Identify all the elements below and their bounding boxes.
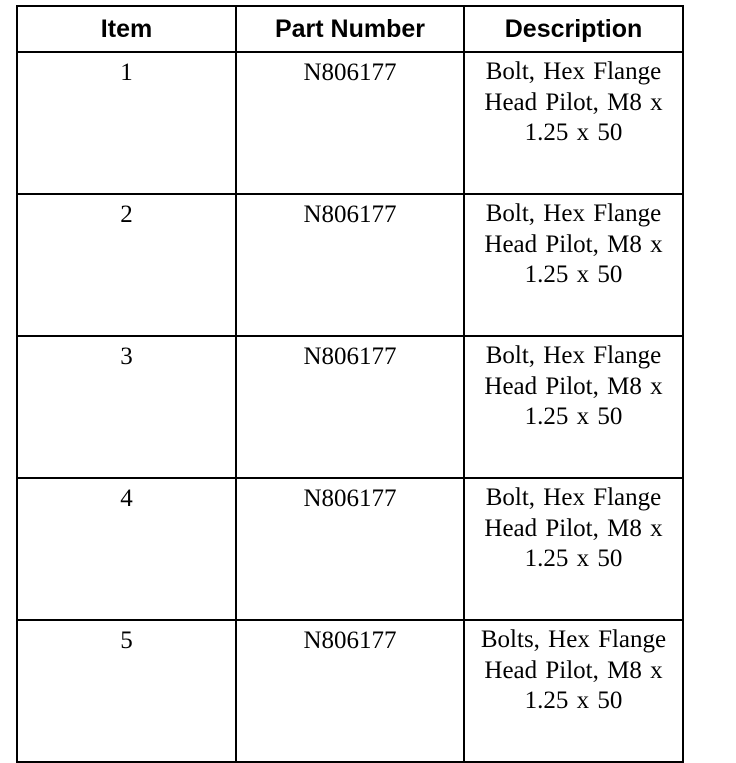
part-description-cell bbox=[464, 336, 683, 478]
header-description: Description bbox=[464, 6, 683, 52]
part-description: Bolt, Hex Flange Head Pilot, M8 x 1.25 x 50 bbox=[484, 200, 663, 288]
part-number: N806177 bbox=[236, 478, 464, 620]
table-row bbox=[17, 478, 683, 620]
parts-table bbox=[16, 5, 684, 763]
part-number: N806177 bbox=[236, 194, 464, 336]
table-row bbox=[17, 52, 683, 194]
table-row bbox=[17, 336, 683, 478]
header-row bbox=[17, 6, 683, 52]
part-description-cell bbox=[464, 620, 683, 762]
part-description: Bolts, Hex Flange Head Pilot, M8 x 1.25 x 50 bbox=[480, 626, 667, 714]
table-row bbox=[17, 194, 683, 336]
item-number: 1 bbox=[17, 52, 236, 194]
header-part-number: Part Number bbox=[236, 6, 464, 52]
part-number: N806177 bbox=[236, 336, 464, 478]
item-number: 2 bbox=[17, 194, 236, 336]
part-number: N806177 bbox=[236, 620, 464, 762]
part-description: Bolt, Hex Flange Head Pilot, M8 x 1.25 x 50 bbox=[484, 342, 663, 430]
part-description-cell bbox=[464, 194, 683, 336]
header-item: Item bbox=[17, 6, 236, 52]
item-number: 3 bbox=[17, 336, 236, 478]
item-number: 4 bbox=[17, 478, 236, 620]
table-row bbox=[17, 620, 683, 762]
part-description-cell bbox=[464, 52, 683, 194]
part-description: Bolt, Hex Flange Head Pilot, M8 x 1.25 x 50 bbox=[484, 58, 663, 146]
item-number: 5 bbox=[17, 620, 236, 762]
part-number: N806177 bbox=[236, 52, 464, 194]
part-description-cell bbox=[464, 478, 683, 620]
part-description: Bolt, Hex Flange Head Pilot, M8 x 1.25 x 50 bbox=[484, 484, 663, 572]
